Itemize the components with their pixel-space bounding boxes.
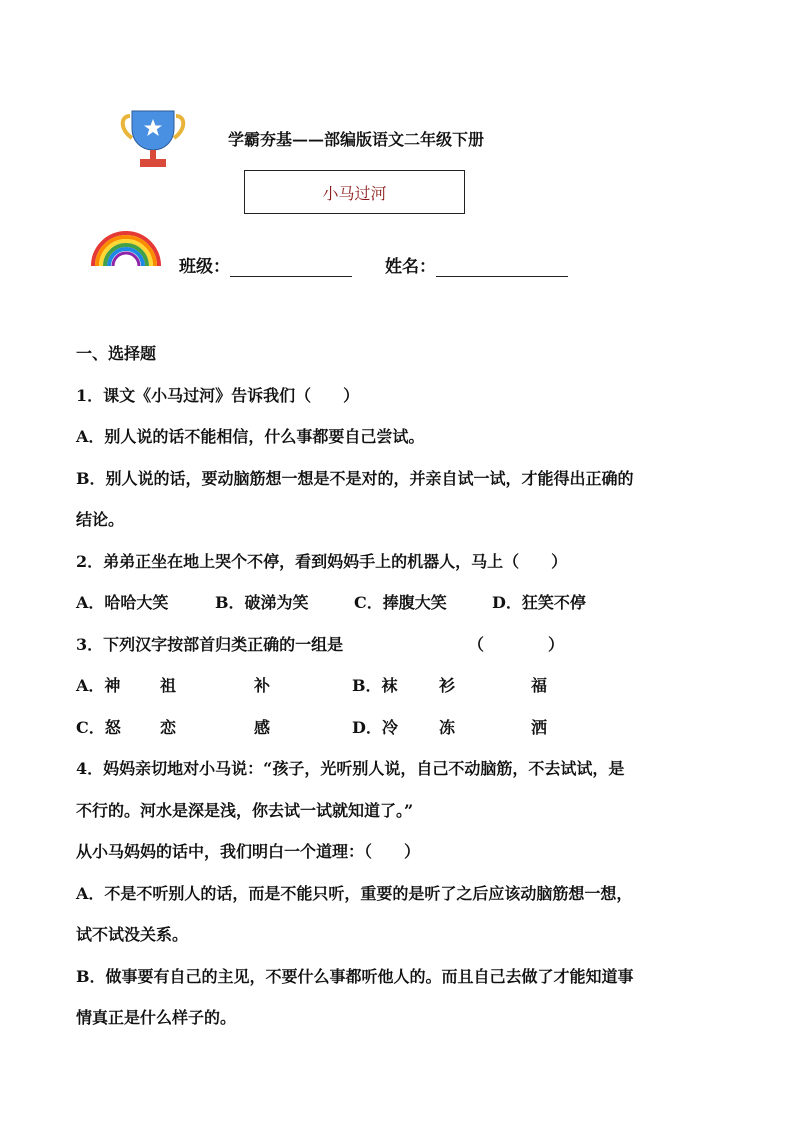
q4-stem-line3: 从小马妈妈的话中，我们明白一个道理：（ ） [76,842,421,861]
section-heading: 一、选择题 [76,344,157,363]
class-field [179,252,352,277]
q3-option-b-char2: 衫 [439,676,456,695]
q2-options [76,582,726,624]
q3-option-c-char1: C．怒 [76,717,121,737]
q3-option-b-char1: B．袜 [352,676,398,695]
question-content [76,333,726,1039]
worksheet-header-title: 学霸夯基——部编版语文二年级下册 [228,130,485,149]
q1-option-b-line1: B．别人说的话，要动脑筋想一想是不是对的，并亲自试一试，才能得出正确的 [76,468,634,488]
name-label: 姓名： [385,257,436,277]
q2-option-d: D．狂笑不停 [492,593,586,612]
q1-stem: 1．课文《小马过河》告诉我们（ ） [76,385,360,405]
q2-option-a: A．哈哈大笑 [76,593,169,612]
lesson-title: 小马过河 [322,183,387,203]
q4-option-a-line1: A．不是不听别人的话，而是不能只听，重要的是听了之后应该动脑筋想一想， [76,883,633,903]
q3-option-d-char2: 冻 [439,717,456,737]
class-input-line[interactable] [230,258,352,277]
q3-stem-row [76,624,726,666]
q1-option-a: A．别人说的话不能相信，什么事都要自己尝试。 [76,427,425,446]
q3-options-row1 [76,665,726,707]
q3-option-d-char1: D．冷 [352,717,398,737]
class-label: 班级： [179,257,230,277]
name-input-line[interactable] [436,258,568,277]
lesson-title-box [244,170,465,214]
q4-option-a-line2: 试不试没关系。 [76,925,189,944]
q1-option-b-line2: 结论。 [76,510,125,529]
q3-options-row2 [76,707,726,749]
q3-option-a-char1: A．神 [76,676,121,695]
rainbow-icon [89,226,163,268]
q3-answer-paren: （ ） [468,634,565,654]
q3-option-d-char3: 洒 [531,717,548,737]
q2-option-b: B．破涕为笑 [215,593,309,612]
q4-option-b-line2: 情真正是什么样子的。 [76,1008,237,1027]
q3-stem: 3．下列汉字按部首归类正确的一组是 [76,634,344,654]
name-field [385,252,568,277]
q4-stem-line2: 不行的。河水是深是浅，你去试一试就知道了。” [76,800,414,820]
q2-option-c: C．捧腹大笑 [354,593,447,612]
q3-option-c-char3: 感 [254,717,271,737]
trophy-icon [120,108,186,170]
q3-option-a-char3: 补 [254,676,271,695]
q2-stem: 2．弟弟正坐在地上哭个不停，看到妈妈手上的机器人，马上（ ） [76,551,568,571]
q3-option-a-char2: 祖 [160,676,177,695]
q4-stem-line1: 4．妈妈亲切地对小马说：“孩子，光听别人说，自己不动脑筋，不去试试，是 [76,759,625,778]
q4-option-b-line1: B．做事要有自己的主见，不要什么事都听他人的。而且自己去做了才能知道事 [76,966,634,986]
q3-option-b-char3: 福 [531,676,548,695]
q3-option-c-char2: 恋 [160,717,177,737]
